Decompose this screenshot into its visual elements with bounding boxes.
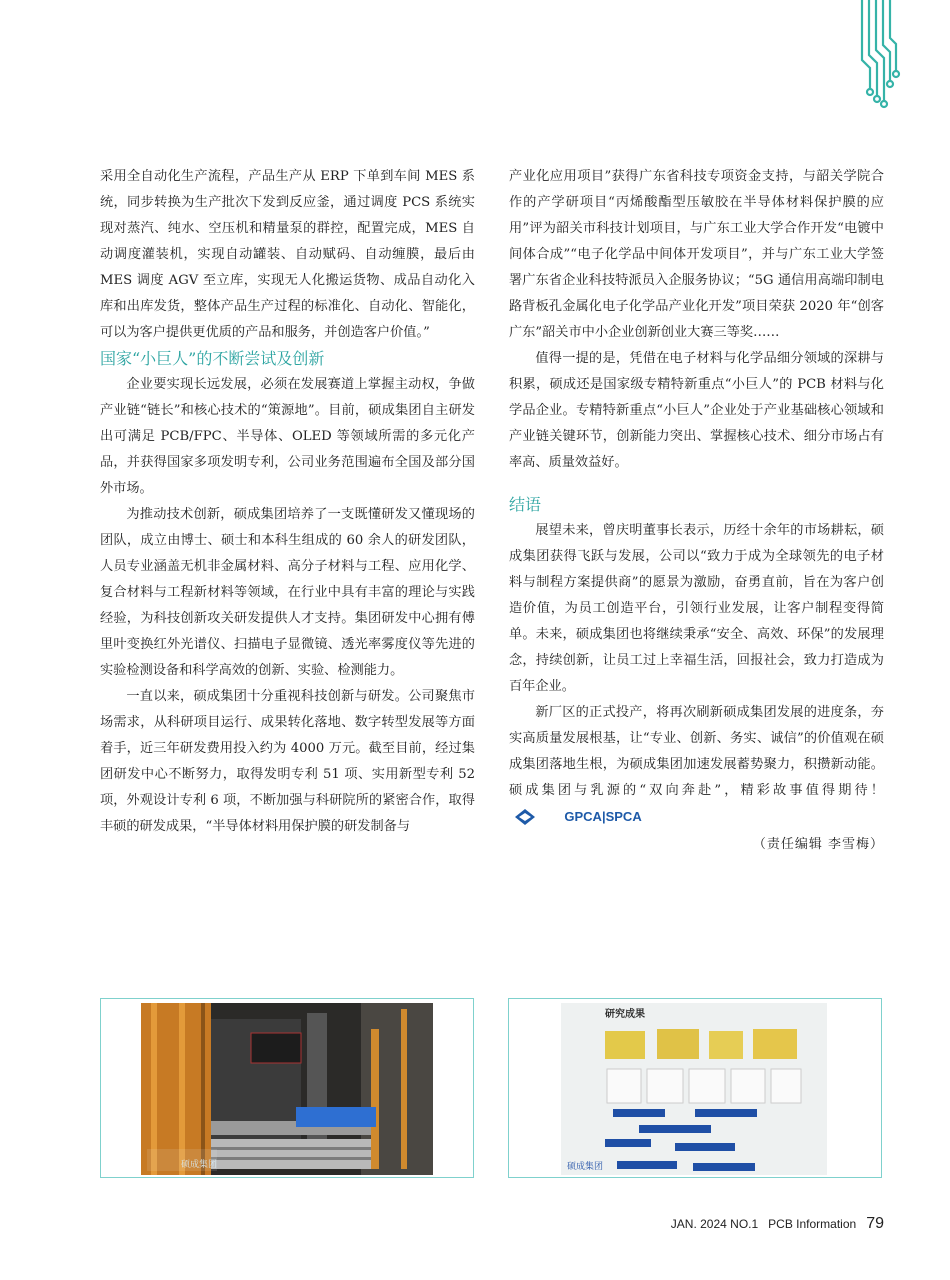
left-paragraph-2: 企业要实现长远发展，必须在发展赛道上掌握主动权，争做产业链“链长”和核心技术的“策源地”。目前，硕成集团自主研发出可满足 PCB/FPC、半导体、OLED 等领域所需的多元化产品，并获得国家多项发明专利，公司业务范围遍布全国及部分国外市场。: [100, 377, 475, 496]
gpca-spca-logo-text: GPCA|SPCA: [564, 809, 642, 824]
page-number: 79: [866, 1215, 884, 1232]
right-paragraph-2: 值得一提的是，凭借在电子材料与化学品细分领域的深耕与积累，硕成还是国家级专精特新重点“小巨人”的 PCB 材料与化学品企业。专精特新重点“小巨人”企业处于产业基础核心领域和产业链关键环节，创新能力突出、掌握核心技术、细分市场占有率高、质量效益好。: [509, 351, 884, 470]
left-paragraph-1: 采用全自动化生产流程，产品生产从 ERP 下单到车间 MES 系统，同步转换为生产批次下发到反应釜，通过调度 PCS 系统实现对蒸汽、纯水、空压机和精量泵的群控，配置完成，MES 自动调度灌装机，实现自动罐装、自动赋码、自动缠膜，最后由 MES 调度 AGV 至立库，实现无人化搬运货物、成品自动化入库和出库发货，整体产品生产过程的标准化、自动化、智能化，可以为客户提供更优质的产品和服务，并创造客户价值。”: [100, 169, 475, 340]
right-paragraph-4-text: 新厂区的正式投产，将再次刷新硕成集团发展的进度条，夯实高质量发展根基，让“专业、创新、务实、诚信”的价值观在硕成集团落地生根，为硕成集团加速发展蓄势聚力，积攒新动能。硕成集团与乳源的“双向奔赴”，精彩故事值得期待！: [509, 705, 884, 798]
gpca-spca-logo: [515, 804, 642, 830]
left-column: [100, 164, 475, 840]
right-column: [509, 164, 884, 858]
left-paragraph-4: 一直以来，硕成集团十分重视科技创新与研发。公司聚焦市场需求，从科研项目运行、成果转化落地、数字转型发展等方面着手，近三年研发费用投入约为 4000 万元。截至目前，经过集团研发中心不断努力，取得发明专利 51 项、实用新型专利 52 项，外观设计专利 6 项，不断加强与科研院所的紧密合作，取得丰硕的研发成果，“半导体材料用保护膜的研发制备与: [100, 689, 475, 834]
circuit-decoration-icon: [852, 0, 902, 112]
page-footer: [652, 1215, 884, 1233]
left-paragraph-3: 为推动技术创新，硕成集团培养了一支既懂研发又懂现场的团队，成立由博士、硕士和本科生组成的 60 余人的研发团队，人员专业涵盖无机非金属材料、高分子材料与工程、应用化学、复合材料与工程新材料等领域，在行业中具有丰富的理论与实践经验，为科技创新攻关研发提供人才支持。集团研发中心拥有傅里叶变换红外光谱仪、扫描电子显微镜、透光率雾度仪等先进的实验检测设备和科学高效的创新、实验、检测能力。: [100, 507, 475, 678]
research-wall-title: 研究成果: [605, 1009, 645, 1020]
photo-frame-research-wall: [508, 998, 882, 1178]
left-photo-logo: 硕成集团: [181, 1160, 218, 1170]
research-wall-photo: [509, 999, 881, 1177]
warehouse-photo: [101, 999, 473, 1177]
section-heading-conclusion: 结语: [509, 495, 542, 514]
photo-frame-warehouse: [100, 998, 474, 1178]
editor-credit: （责任编辑 李雪梅）: [752, 837, 884, 852]
right-paragraph-4: [509, 700, 884, 832]
right-paragraph-1: 产业化应用项目”获得广东省科技专项资金支持，与韶关学院合作的产学研项目“丙烯酸酯型压敏胶在半导体材料保护膜的应用”评为韶关市科技计划项目，与广东工业大学合作开发“电镀中间体合成”“电子化学品中间体开发项目”，并与广东工业大学签署广东省企业科技特派员入企服务协议；“5G 通信用高端印制电路背板孔金属化电子化学品产业化开发”项目荣获 2020 年“创客广东”韶关市中小企业创新创业大赛三等奖……: [509, 169, 884, 340]
section-heading-little-giant: 国家“小巨人”的不断尝试及创新: [100, 349, 325, 368]
right-paragraph-3: 展望未来，曾庆明董事长表示，历经十余年的市场耕耘，硕成集团获得飞跃与发展，公司以“致力于成为全球领先的电子材料与制程方案提供商”的愿景为激励，奋勇直前，旨在为客户创造价值，为员工创造平台，引领行业发展，让客户制程变得简单。未来，硕成集团也将继续秉承“安全、高效、环保”的发展理念，持续创新，让员工过上幸福生活，回报社会，致力打造成为百年企业。: [509, 523, 884, 694]
right-photo-logo: 硕成集团: [567, 1162, 604, 1172]
footer-magazine: PCB Information: [768, 1217, 857, 1231]
gpca-diamond-icon: [515, 809, 535, 825]
footer-issue: JAN. 2024 NO.1: [670, 1217, 759, 1231]
